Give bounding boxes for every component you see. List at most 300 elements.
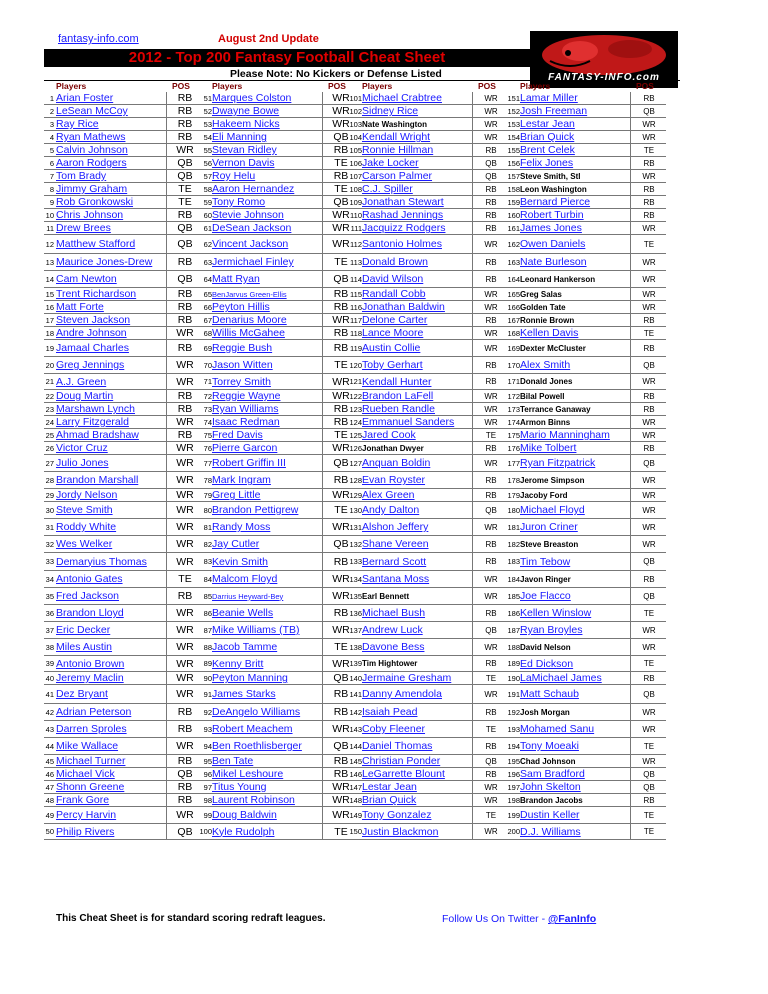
rank-number: 119 xyxy=(350,343,362,353)
player-name[interactable]: Mike Williams (TB) xyxy=(212,624,300,636)
player-row xyxy=(508,301,666,314)
player-name[interactable]: Matt Ryan xyxy=(212,273,260,285)
player-name[interactable]: Lamar Miller xyxy=(520,92,578,104)
player-name[interactable]: Delone Carter xyxy=(362,314,428,326)
player-name[interactable]: Malcom Floyd xyxy=(212,573,278,585)
player-row xyxy=(508,92,666,105)
player-name[interactable]: Robert Meachem xyxy=(212,723,293,735)
player-name[interactable]: Nate Burleson xyxy=(520,256,587,268)
player-position: RB xyxy=(322,288,359,300)
player-name[interactable]: DeAngelo Williams xyxy=(212,706,301,718)
rank-number: 64 xyxy=(203,274,212,284)
player-row xyxy=(350,738,508,755)
player-name[interactable]: Jay Cutler xyxy=(212,538,260,550)
player-name[interactable]: Juron Criner xyxy=(520,521,578,533)
player-name[interactable]: Jermichael Finley xyxy=(212,256,294,268)
player-name[interactable]: Steve Smith xyxy=(56,504,113,516)
player-name[interactable]: Jamaal Charles xyxy=(56,342,129,354)
player-name[interactable]: Dwayne Bowe xyxy=(212,105,280,117)
player-name[interactable]: Philip Rivers xyxy=(56,825,115,838)
player-name[interactable]: Peyton Manning xyxy=(212,672,288,684)
player-position: TE xyxy=(630,656,667,671)
player-name[interactable]: Santana Moss xyxy=(362,573,430,585)
player-name[interactable]: Kyle Rudolph xyxy=(212,825,275,838)
player-name[interactable]: Aaron Rodgers xyxy=(56,157,127,169)
player-name[interactable]: Michael Turner xyxy=(56,755,126,767)
player-name[interactable]: Mark Ingram xyxy=(212,474,271,486)
player-row xyxy=(508,519,666,536)
player-row xyxy=(200,639,358,656)
player-position: RB xyxy=(322,170,359,182)
player-name[interactable]: Jimmy Graham xyxy=(56,183,128,195)
site-link[interactable]: fantasy-info.com xyxy=(58,33,139,45)
player-name[interactable]: Andy Dalton xyxy=(362,504,420,516)
player-name[interactable]: Robert Griffin III xyxy=(212,457,286,469)
player-name[interactable]: Matt Forte xyxy=(56,301,104,313)
rank-number: 104 xyxy=(349,132,362,142)
player-name[interactable]: Reggie Bush xyxy=(212,342,273,354)
player-name[interactable]: Ryan Fitzpatrick xyxy=(520,457,596,469)
rank-number: 181 xyxy=(507,522,520,532)
player-name[interactable]: Kendall Wright xyxy=(362,131,431,143)
player-name[interactable]: Jonathan Baldwin xyxy=(362,301,445,313)
player-position: RB xyxy=(472,209,509,221)
player-name[interactable]: Marshawn Lynch xyxy=(56,403,135,415)
player-position: QB xyxy=(630,553,667,570)
player-name[interactable]: Tim Tebow xyxy=(520,555,571,568)
player-row xyxy=(350,429,508,442)
player-name[interactable]: Laurent Robinson xyxy=(212,794,295,806)
player-name[interactable]: Greg Jennings xyxy=(56,359,125,371)
player-position: WR xyxy=(322,588,359,604)
player-name[interactable]: Ryan Broyles xyxy=(520,624,583,636)
rank-number: 164 xyxy=(507,274,520,284)
player-name[interactable]: Mike Wallace xyxy=(56,740,119,752)
rank-number: 171 xyxy=(507,377,520,386)
player-name[interactable]: Demaryius Thomas xyxy=(56,555,147,568)
player-name[interactable]: Doug Martin xyxy=(56,390,114,402)
player-name[interactable]: Andre Johnson xyxy=(56,327,127,339)
player-name: Josh Morgan xyxy=(520,707,570,717)
player-position: RB xyxy=(166,403,203,415)
player-position: WR xyxy=(166,455,203,471)
player-name[interactable]: Larry Fitzgerald xyxy=(56,416,129,428)
player-position: WR xyxy=(166,472,203,488)
player-name[interactable]: Donald Brown xyxy=(362,256,428,268)
player-name[interactable]: Michael Vick xyxy=(56,768,115,780)
player-name[interactable]: Evan Royster xyxy=(362,474,426,486)
player-name[interactable]: Frank Gore xyxy=(56,794,110,806)
player-name[interactable]: Dustin Keller xyxy=(520,809,580,821)
player-name[interactable]: Ryan Mathews xyxy=(56,131,126,143)
player-name[interactable]: Robert Turbin xyxy=(520,209,584,221)
rank-number: 41 xyxy=(45,689,54,699)
player-row xyxy=(200,390,358,403)
player-name[interactable]: Matt Schaub xyxy=(520,688,579,700)
player-name[interactable]: Emmanuel Sanders xyxy=(362,416,455,428)
player-name[interactable]: Jake Locker xyxy=(362,157,419,169)
player-position: WR xyxy=(472,327,509,339)
player-row xyxy=(200,704,358,721)
rank-number: 85 xyxy=(203,591,212,601)
player-row xyxy=(44,144,202,157)
player-name[interactable]: Calvin Johnson xyxy=(56,144,128,156)
player-name[interactable]: LeGarrette Blount xyxy=(362,768,445,780)
player-position: QB xyxy=(322,131,359,143)
player-name[interactable]: Torrey Smith xyxy=(212,375,271,388)
player-name[interactable]: Lestar Jean xyxy=(362,781,417,793)
player-name[interactable]: Christian Ponder xyxy=(362,755,441,767)
player-position: RB xyxy=(322,301,359,313)
player-row xyxy=(44,374,202,390)
player-name[interactable]: Alshon Jeffery xyxy=(362,521,429,533)
player-name[interactable]: Lestar Jean xyxy=(520,118,575,130)
player-name: Jonathan Dwyer xyxy=(362,443,424,453)
player-name[interactable]: D.J. Williams xyxy=(520,825,581,838)
rank-number: 24 xyxy=(45,417,54,427)
player-name[interactable]: Brandon Pettigrew xyxy=(212,504,299,516)
player-name[interactable]: Ed Dickson xyxy=(520,657,574,670)
rank-number: 47 xyxy=(45,782,54,792)
player-name[interactable]: Adrian Peterson xyxy=(56,706,132,718)
rank-number: 67 xyxy=(203,315,212,325)
player-name[interactable]: Brian Quick xyxy=(520,131,575,143)
player-name[interactable]: Andrew Luck xyxy=(362,624,423,636)
player-name[interactable]: James Starks xyxy=(212,688,276,700)
player-name[interactable]: Shane Vereen xyxy=(362,538,429,550)
player-row xyxy=(350,768,508,781)
player-row xyxy=(350,519,508,536)
player-name[interactable]: Jonathan Stewart xyxy=(362,196,444,208)
player-row xyxy=(44,704,202,721)
player-row xyxy=(508,374,666,390)
player-name[interactable]: Kendall Hunter xyxy=(362,375,432,388)
rank-number: 125 xyxy=(349,430,362,440)
player-name[interactable]: Steven Jackson xyxy=(56,314,131,326)
player-name[interactable]: Randall Cobb xyxy=(362,288,426,300)
player-name[interactable]: David Wilson xyxy=(362,273,424,285)
player-row xyxy=(200,403,358,416)
player-name[interactable]: Sidney Rice xyxy=(362,105,419,117)
player-name[interactable]: Eli Manning xyxy=(212,131,267,143)
player-name[interactable]: Tom Brady xyxy=(56,170,107,182)
player-name[interactable]: Rob Gronkowski xyxy=(56,196,134,208)
player-name[interactable]: Lance Moore xyxy=(362,327,424,339)
player-position: QB xyxy=(322,738,359,754)
player-name[interactable]: Arian Foster xyxy=(56,92,114,104)
player-row xyxy=(508,118,666,131)
player-row xyxy=(200,301,358,314)
player-position: TE xyxy=(322,429,359,441)
player-name[interactable]: Jared Cook xyxy=(362,429,416,441)
player-name[interactable]: Julio Jones xyxy=(56,457,109,469)
player-row xyxy=(200,472,358,489)
rank-number: 98 xyxy=(203,795,212,805)
player-name[interactable]: Jeremy Maclin xyxy=(56,672,124,684)
player-position: WR xyxy=(630,118,667,130)
player-name[interactable]: Alex Smith xyxy=(520,359,571,371)
rank-number: 108 xyxy=(349,184,362,194)
player-name[interactable]: Sam Bradford xyxy=(520,768,585,780)
player-position: WR xyxy=(472,340,509,356)
player-name[interactable]: Felix Jones xyxy=(520,157,574,169)
player-name[interactable]: Anquan Boldin xyxy=(362,457,431,469)
player-name[interactable]: Mikel Leshoure xyxy=(212,768,284,780)
player-name: Jacoby Ford xyxy=(520,490,568,500)
player-position: QB xyxy=(630,357,667,373)
player-name[interactable]: Darren Sproles xyxy=(56,723,127,735)
player-name[interactable]: Percy Harvin xyxy=(56,809,117,821)
player-position: WR xyxy=(472,794,509,806)
player-name[interactable]: DeSean Jackson xyxy=(212,222,292,234)
player-name[interactable]: Shonn Greene xyxy=(56,781,125,793)
player-name[interactable]: Tony Moeaki xyxy=(520,740,579,752)
player-name[interactable]: Cam Newton xyxy=(56,273,117,285)
player-name[interactable]: Darrius Heyward-Bey xyxy=(212,591,284,601)
player-name[interactable]: John Skelton xyxy=(520,781,581,793)
player-row xyxy=(44,685,202,704)
player-name[interactable]: Greg Little xyxy=(212,489,261,501)
player-name[interactable]: Mike Tolbert xyxy=(520,442,577,454)
player-name[interactable]: Alex Green xyxy=(362,489,415,501)
player-name[interactable]: Dez Bryant xyxy=(56,688,108,700)
player-row xyxy=(200,288,358,301)
player-row xyxy=(508,442,666,455)
player-name[interactable]: Brandon Lloyd xyxy=(56,607,124,619)
player-name[interactable]: Jordy Nelson xyxy=(56,489,118,501)
rank-number: 34 xyxy=(45,574,54,584)
player-name[interactable]: Kellen Winslow xyxy=(520,607,592,619)
player-name[interactable]: Ahmad Bradshaw xyxy=(56,429,139,441)
player-name[interactable]: Jason Witten xyxy=(212,359,273,371)
player-name[interactable]: Hakeem Nicks xyxy=(212,118,280,130)
player-name[interactable]: Maurice Jones-Drew xyxy=(56,256,153,268)
player-name[interactable]: Kellen Davis xyxy=(520,327,579,339)
player-name[interactable]: Brandon Marshall xyxy=(56,474,139,486)
player-name[interactable]: Reggie Wayne xyxy=(212,390,281,402)
rank-number: 73 xyxy=(203,404,212,414)
player-name[interactable]: Antonio Gates xyxy=(56,573,123,585)
player-row xyxy=(200,170,358,183)
rank-number: 172 xyxy=(507,391,520,401)
player-name[interactable]: Vincent Jackson xyxy=(212,238,289,250)
player-name[interactable]: Marques Colston xyxy=(212,92,292,104)
player-name[interactable]: Brian Quick xyxy=(362,794,417,806)
player-name[interactable]: Josh Freeman xyxy=(520,105,588,117)
player-name: Terrance Ganaway xyxy=(520,404,591,414)
rank-number: 16 xyxy=(45,302,54,312)
rank-number: 126 xyxy=(349,443,362,453)
player-name[interactable]: Randy Moss xyxy=(212,521,271,533)
player-position: WR xyxy=(472,519,509,535)
rank-number: 117 xyxy=(350,315,362,325)
player-name[interactable]: Matthew Stafford xyxy=(56,238,136,250)
player-position: RB xyxy=(322,340,359,356)
player-name[interactable]: Miles Austin xyxy=(56,641,113,653)
player-name[interactable]: Davone Bess xyxy=(362,641,425,653)
player-name[interactable]: Ryan Williams xyxy=(212,403,279,415)
player-row xyxy=(508,340,666,357)
rank-number: 17 xyxy=(45,315,54,325)
player-row xyxy=(350,685,508,704)
player-name[interactable]: Joe Flacco xyxy=(520,590,571,602)
player-name[interactable]: Pierre Garcon xyxy=(212,442,278,454)
player-name[interactable]: BenJarvus Green-Ellis xyxy=(212,289,287,299)
player-name: Leon Washington xyxy=(520,184,587,194)
player-position: QB xyxy=(472,622,509,638)
rank-number: 156 xyxy=(507,158,520,168)
player-position: QB xyxy=(630,105,667,117)
player-name[interactable]: Peyton Hillis xyxy=(212,301,270,313)
player-position: RB xyxy=(630,672,667,684)
player-name[interactable]: Mario Manningham xyxy=(520,429,610,441)
player-name[interactable]: Doug Baldwin xyxy=(212,809,277,821)
player-name[interactable]: Kevin Smith xyxy=(212,555,269,568)
player-position: QB xyxy=(322,455,359,471)
rank-number: 165 xyxy=(507,289,520,299)
player-name[interactable]: Brent Celek xyxy=(520,144,575,156)
player-position: WR xyxy=(322,390,359,402)
player-name[interactable]: Jermaine Gresham xyxy=(362,672,452,684)
player-name[interactable]: Justin Blackmon xyxy=(362,825,439,838)
player-name[interactable]: Eric Decker xyxy=(56,624,111,636)
player-name[interactable]: Daniel Thomas xyxy=(362,740,433,752)
player-row xyxy=(508,222,666,235)
player-name[interactable]: James Jones xyxy=(520,222,582,234)
player-position: RB xyxy=(472,144,509,156)
rank-number: 183 xyxy=(507,557,520,566)
player-name[interactable]: Roy Helu xyxy=(212,170,256,182)
player-row xyxy=(350,157,508,170)
player-name[interactable]: Ben Tate xyxy=(212,755,254,767)
logo-text: FANTASY-INFO.com xyxy=(548,72,660,83)
player-name[interactable]: Michael Crabtree xyxy=(362,92,442,104)
player-name[interactable]: Willis McGahee xyxy=(212,327,285,339)
player-name[interactable]: Chris Johnson xyxy=(56,209,124,221)
player-row xyxy=(44,553,202,571)
player-position: WR xyxy=(630,271,667,287)
rank-number: 189 xyxy=(507,659,520,668)
rank-number: 112 xyxy=(350,239,362,249)
player-position: RB xyxy=(166,254,203,270)
rank-number: 93 xyxy=(203,724,212,734)
player-position: TE xyxy=(166,196,203,208)
player-name[interactable]: Toby Gerhart xyxy=(362,359,423,371)
player-row xyxy=(350,92,508,105)
pos-header: POS xyxy=(478,81,496,91)
rank-number: 154 xyxy=(507,132,520,142)
player-name[interactable]: Bernard Scott xyxy=(362,555,427,568)
player-position: QB xyxy=(166,157,203,169)
player-position: RB xyxy=(166,588,203,604)
player-name[interactable]: Tony Gonzalez xyxy=(362,809,432,821)
player-name[interactable]: Rashad Jennings xyxy=(362,209,444,221)
player-name[interactable]: Kenny Britt xyxy=(212,657,264,670)
player-name[interactable]: Jacquizz Rodgers xyxy=(362,222,446,234)
twitter-link[interactable] xyxy=(442,913,596,925)
player-name[interactable]: Jacob Tamme xyxy=(212,641,278,653)
player-name[interactable]: Danny Amendola xyxy=(362,688,442,700)
player-position: TE xyxy=(166,183,203,195)
player-name[interactable]: Wes Welker xyxy=(56,538,113,550)
player-position: WR xyxy=(322,235,359,253)
player-name[interactable]: Tony Romo xyxy=(212,196,266,208)
player-name[interactable]: Fred Davis xyxy=(212,429,263,441)
rank-number: 168 xyxy=(507,328,520,338)
player-name[interactable]: Bernard Pierce xyxy=(520,196,591,208)
player-name[interactable]: Michael Floyd xyxy=(520,504,585,516)
rank-number: 159 xyxy=(507,197,520,207)
player-name[interactable]: Roddy White xyxy=(56,521,117,533)
player-name[interactable]: Coby Fleener xyxy=(362,723,426,735)
rank-number: 44 xyxy=(45,741,54,751)
player-name[interactable]: Ronnie Hillman xyxy=(362,144,434,156)
player-name[interactable]: C.J. Spiller xyxy=(362,183,413,195)
rank-number: 82 xyxy=(203,539,212,549)
player-name[interactable]: Isaiah Pead xyxy=(362,706,418,718)
rank-number: 25 xyxy=(45,430,54,440)
player-name[interactable]: Drew Brees xyxy=(56,222,111,234)
rank-number: 136 xyxy=(349,608,362,618)
column-header xyxy=(44,79,202,92)
rank-number: 176 xyxy=(507,443,520,453)
player-name[interactable]: A.J. Green xyxy=(56,375,107,388)
player-name[interactable]: Trent Richardson xyxy=(56,288,137,300)
player-position: WR xyxy=(322,656,359,671)
player-name[interactable]: Antonio Brown xyxy=(56,657,125,670)
player-name[interactable]: Stevie Johnson xyxy=(212,209,284,221)
player-row xyxy=(44,340,202,357)
player-name[interactable]: Fred Jackson xyxy=(56,590,120,602)
player-row xyxy=(44,571,202,588)
player-name[interactable]: Isaac Redman xyxy=(212,416,280,428)
player-position: WR xyxy=(472,824,509,839)
player-name[interactable]: Rueben Randle xyxy=(362,403,435,415)
player-name[interactable]: Denarius Moore xyxy=(212,314,287,326)
player-name[interactable]: Carson Palmer xyxy=(362,170,433,182)
player-name[interactable]: LeSean McCoy xyxy=(56,105,128,117)
player-name[interactable]: Vernon Davis xyxy=(212,157,275,169)
player-name[interactable]: Ray Rice xyxy=(56,118,99,130)
player-name[interactable]: Santonio Holmes xyxy=(362,238,442,250)
player-name[interactable]: Ben Roethlisberger xyxy=(212,740,302,752)
player-name[interactable]: Stevan Ridley xyxy=(212,144,277,156)
rank-number: 115 xyxy=(350,289,362,299)
player-position: WR xyxy=(472,105,509,117)
rank-number: 22 xyxy=(45,391,54,401)
player-name[interactable]: Owen Daniels xyxy=(520,238,586,250)
player-position: QB xyxy=(166,824,203,839)
rank-number: 7 xyxy=(49,171,54,181)
player-row xyxy=(508,571,666,588)
rank-number: 195 xyxy=(507,756,520,766)
player-name[interactable]: Beanie Wells xyxy=(212,607,274,619)
player-name[interactable]: Michael Bush xyxy=(362,607,426,619)
player-position: RB xyxy=(322,704,359,720)
player-row xyxy=(508,768,666,781)
player-name[interactable]: Titus Young xyxy=(212,781,267,793)
player-name[interactable]: Victor Cruz xyxy=(56,442,108,454)
player-name[interactable]: LaMichael James xyxy=(520,672,602,684)
player-name[interactable]: Brandon LaFell xyxy=(362,390,434,402)
player-position: RB xyxy=(322,605,359,621)
player-name[interactable]: Mohamed Sanu xyxy=(520,723,595,735)
rank-number: 123 xyxy=(349,404,362,414)
player-name[interactable]: Aaron Hernandez xyxy=(212,183,295,195)
rank-number: 177 xyxy=(507,458,520,468)
players-header: Players xyxy=(520,81,551,91)
player-name[interactable]: Austin Collie xyxy=(362,342,421,354)
